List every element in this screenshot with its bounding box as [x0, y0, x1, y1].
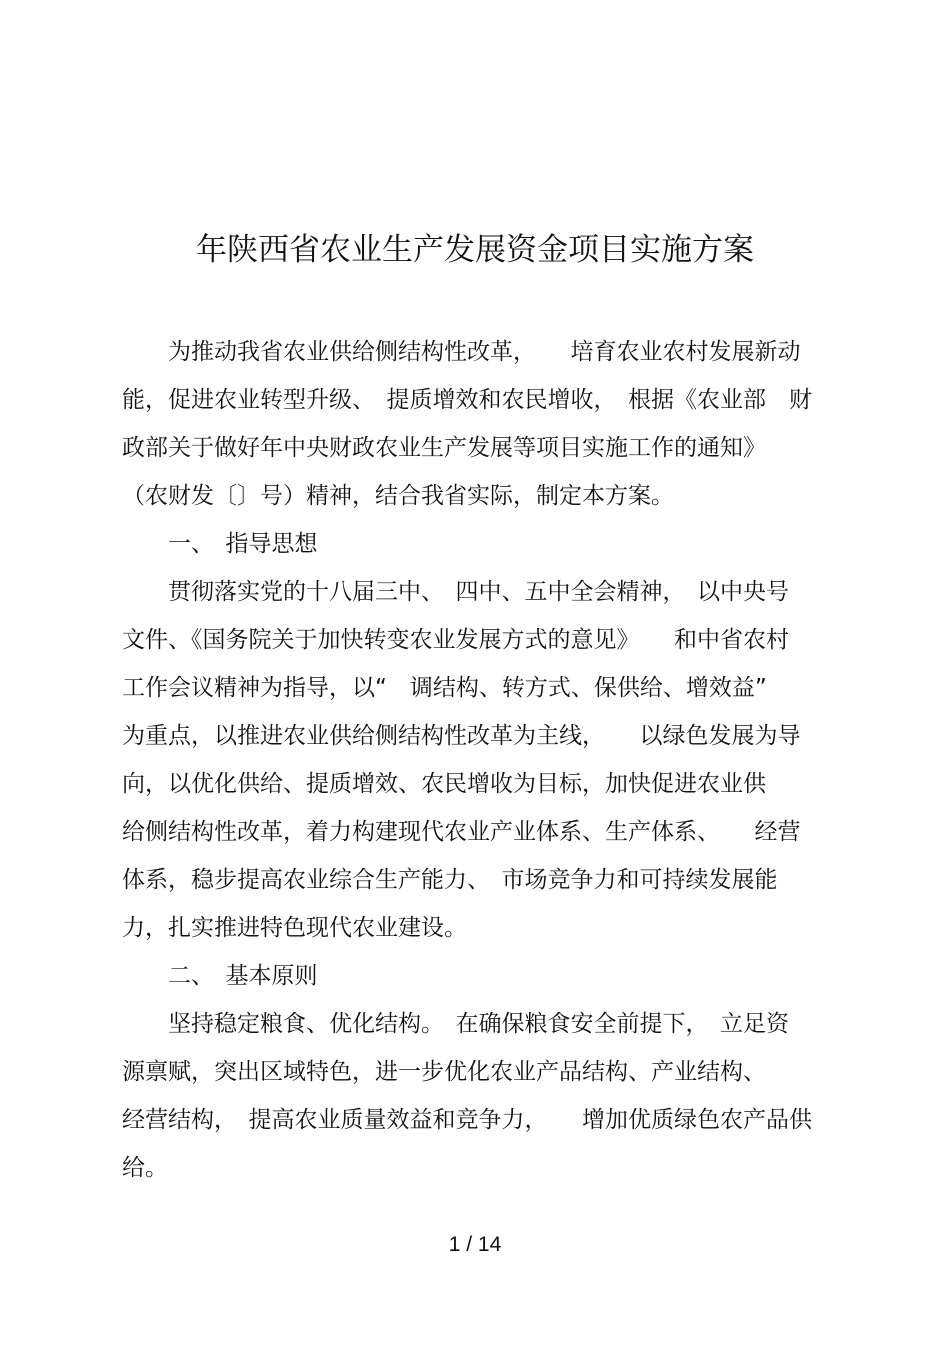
- paragraph-line: 为重点，以推进农业供给侧结构性改革为主线， 以绿色发展为导: [122, 723, 801, 749]
- paragraph-line: 为推动我省农业供给侧结构性改革， 培育农业农村发展新动: [122, 339, 801, 365]
- section-heading: 一、 指导思想: [122, 531, 318, 557]
- paragraph-line: 源禀赋，突出区域特色，进一步优化农业产品结构、产业结构、: [122, 1059, 766, 1085]
- paragraph-line: 经营结构， 提高农业质量效益和竞争力， 增加优质绿色农产品供: [122, 1107, 812, 1133]
- paragraph-line: 给。: [122, 1155, 168, 1181]
- paragraph-line: 政部关于做好年中央财政农业生产发展等项目实施工作的通知》: [122, 435, 766, 461]
- section-heading: 二、 基本原则: [122, 963, 318, 989]
- paragraph-line: 能，促进农业转型升级、 提质增效和农民增收， 根据《农业部 财: [122, 387, 812, 413]
- paragraph-line: 文件、《国务院关于加快转变农业发展方式的意见》 和中省农村: [122, 627, 789, 653]
- paragraph-line: 贯彻落实党的十八届三中、 四中、五中全会精神， 以中央号: [122, 579, 789, 605]
- paragraph-line: 工作会议精神为指导，以“ 调结构、转方式、保供给、增效益”: [122, 675, 767, 701]
- document-title: 年陕西省农业生产发展资金项目实施方案: [196, 232, 754, 268]
- paragraph-line: 体系，稳步提高农业综合生产能力、 市场竞争力和可持续发展能: [122, 867, 778, 893]
- paragraph-line: 力，扎实推进特色现代农业建设。: [122, 915, 467, 941]
- paragraph-line: 给侧结构性改革，着力构建现代农业产业体系、生产体系、 经营: [122, 819, 801, 845]
- page-number: 1 / 14: [448, 1233, 502, 1256]
- paragraph-line: 坚持稳定粮食、优化结构。 在确保粮食安全前提下， 立足资: [122, 1011, 789, 1037]
- paragraph-line: 向，以优化供给、提质增效、农民增收为目标，加快促进农业供: [122, 771, 766, 797]
- paragraph-line: （农财发〔〕号）精神，结合我省实际，制定本方案。: [122, 483, 674, 509]
